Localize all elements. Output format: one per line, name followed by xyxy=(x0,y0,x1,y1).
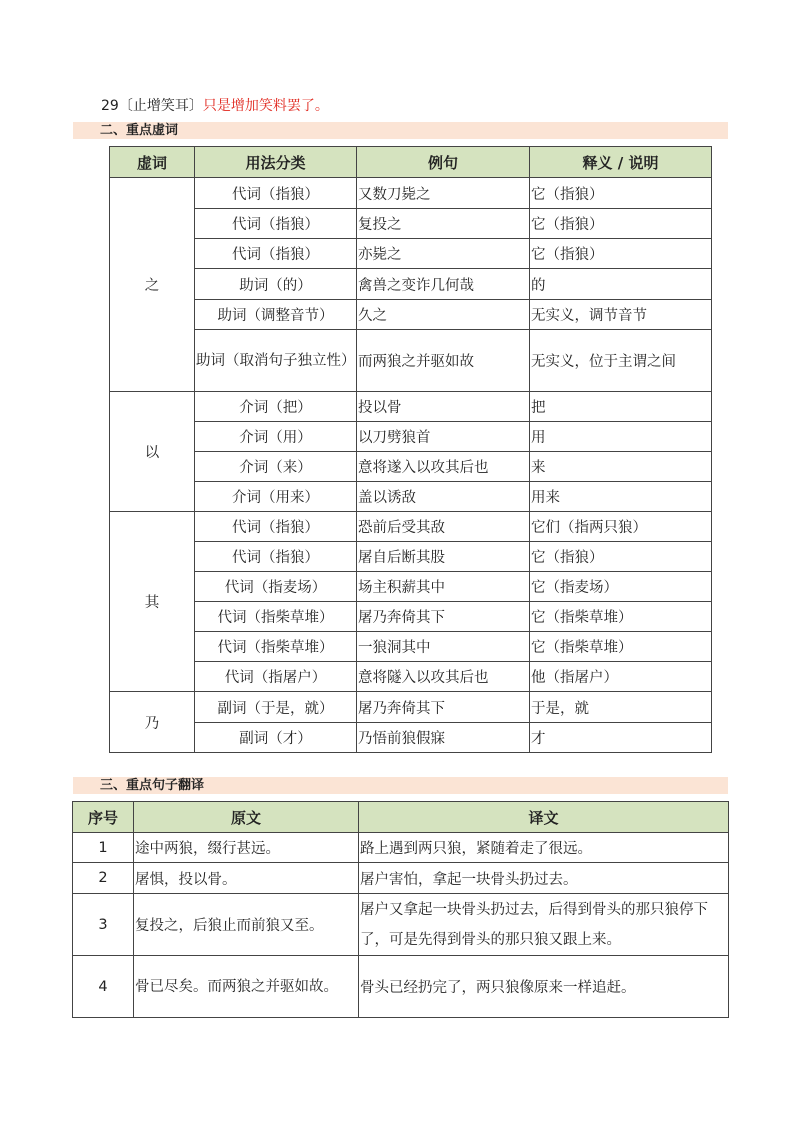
example-cell: 一狼洞其中 xyxy=(357,632,530,662)
usage-cell: 代词（指狼） xyxy=(195,239,357,269)
usage-cell: 代词（指狼） xyxy=(195,542,357,572)
usage-cell: 介词（用来） xyxy=(195,482,357,512)
header-cell: 序号 xyxy=(73,802,134,833)
example-cell: 盖以诱敌 xyxy=(357,482,530,512)
table-row xyxy=(110,422,712,452)
example-cell: 屠自后断其股 xyxy=(357,542,530,572)
example-cell: 又数刀毙之 xyxy=(357,178,530,209)
usage-cell: 代词（指屠户） xyxy=(195,662,357,692)
table-row xyxy=(110,239,712,269)
table-row xyxy=(110,572,712,602)
index-cell: 3 xyxy=(73,894,134,956)
example-cell: 禽兽之变诈几何哉 xyxy=(357,269,530,300)
table-row xyxy=(110,392,712,422)
translation-cell: 骨头已经扔完了，两只狼像原来一样追赶。 xyxy=(359,956,729,1018)
translation-cell: 屠户又拿起一块骨头扔过去，后得到骨头的那只狼停下了，可是先得到骨头的那只狼又跟上来。 xyxy=(359,894,729,956)
original-cell: 骨已尽矣。而两狼之并驱如故。 xyxy=(134,956,359,1018)
usage-cell: 副词（于是，就） xyxy=(195,692,357,723)
translation-cell: 屠户害怕，拿起一块骨头扔过去。 xyxy=(359,863,729,894)
example-cell: 场主积薪其中 xyxy=(357,572,530,602)
usage-cell: 介词（用） xyxy=(195,422,357,452)
example-cell: 以刀劈狼首 xyxy=(357,422,530,452)
meaning-cell: 它（指狼） xyxy=(530,542,712,572)
header-cell: 释义 / 说明 xyxy=(530,147,712,178)
meaning-cell: 的 xyxy=(530,269,712,300)
meaning-cell: 它（指柴草堆） xyxy=(530,632,712,662)
word-cell: 其 xyxy=(110,512,195,692)
table-row xyxy=(110,209,712,239)
meaning-cell: 把 xyxy=(530,392,712,422)
original-cell: 屠惧，投以骨。 xyxy=(134,863,359,894)
usage-cell: 代词（指柴草堆） xyxy=(195,632,357,662)
table-row xyxy=(73,863,729,894)
xuci-table xyxy=(109,146,712,753)
meaning-cell: 它（指狼） xyxy=(530,178,712,209)
meaning-cell: 它们（指两只狼） xyxy=(530,512,712,542)
meaning-cell: 于是，就 xyxy=(530,692,712,723)
juzi-header-row xyxy=(73,802,729,833)
usage-cell: 助词（调整音节） xyxy=(195,300,357,330)
meaning-cell: 才 xyxy=(530,723,712,753)
table-row xyxy=(110,692,712,723)
table-row xyxy=(73,833,729,863)
section-title-xuci: 二、重点虚词 xyxy=(73,122,728,139)
example-cell: 乃悟前狼假寐 xyxy=(357,723,530,753)
meaning-cell: 它（指狼） xyxy=(530,209,712,239)
meaning-cell: 用 xyxy=(530,422,712,452)
example-cell: 屠乃奔倚其下 xyxy=(357,692,530,723)
example-cell: 亦毙之 xyxy=(357,239,530,269)
word-cell: 之 xyxy=(110,178,195,392)
example-cell: 复投之 xyxy=(357,209,530,239)
juzi-table xyxy=(72,801,729,1018)
table-row xyxy=(110,482,712,512)
example-cell: 而两狼之并驱如故 xyxy=(357,330,530,392)
table-row xyxy=(110,542,712,572)
header-cell: 译文 xyxy=(359,802,729,833)
table-row xyxy=(73,956,729,1018)
header-cell: 原文 xyxy=(134,802,359,833)
usage-cell: 介词（来） xyxy=(195,452,357,482)
note-red-text: 只是增加笑料罢了。 xyxy=(202,98,329,114)
index-cell: 1 xyxy=(73,833,134,863)
example-cell: 屠乃奔倚其下 xyxy=(357,602,530,632)
table-row xyxy=(110,602,712,632)
usage-cell: 代词（指狼） xyxy=(195,512,357,542)
meaning-cell: 它（指狼） xyxy=(530,239,712,269)
table-row xyxy=(110,662,712,692)
usage-cell: 介词（把） xyxy=(195,392,357,422)
note-line xyxy=(101,96,329,116)
usage-cell: 副词（才） xyxy=(195,723,357,753)
usage-cell: 代词（指狼） xyxy=(195,209,357,239)
index-cell: 4 xyxy=(73,956,134,1018)
example-cell: 意将隧入以攻其后也 xyxy=(357,662,530,692)
section-title-juzi: 三、重点句子翻译 xyxy=(73,777,728,794)
table-row xyxy=(110,178,712,209)
example-cell: 意将遂入以攻其后也 xyxy=(357,452,530,482)
meaning-cell: 它（指柴草堆） xyxy=(530,602,712,632)
meaning-cell: 无实义，调节音节 xyxy=(530,300,712,330)
xuci-header-row xyxy=(110,147,712,178)
meaning-cell: 用来 xyxy=(530,482,712,512)
usage-cell: 代词（指狼） xyxy=(195,178,357,209)
example-cell: 久之 xyxy=(357,300,530,330)
index-cell: 2 xyxy=(73,863,134,894)
table-row xyxy=(110,512,712,542)
table-row xyxy=(110,632,712,662)
header-cell: 用法分类 xyxy=(195,147,357,178)
translation-cell: 路上遇到两只狼，紧随着走了很远。 xyxy=(359,833,729,863)
example-cell: 恐前后受其敌 xyxy=(357,512,530,542)
original-cell: 复投之，后狼止而前狼又至。 xyxy=(134,894,359,956)
meaning-cell: 无实义，位于主谓之间 xyxy=(530,330,712,392)
usage-cell: 助词（的） xyxy=(195,269,357,300)
table-row xyxy=(110,269,712,300)
word-cell: 乃 xyxy=(110,692,195,753)
header-cell: 例句 xyxy=(357,147,530,178)
table-row xyxy=(73,894,729,956)
original-cell: 途中两狼，缀行甚远。 xyxy=(134,833,359,863)
header-cell: 虚词 xyxy=(110,147,195,178)
usage-cell: 代词（指麦场） xyxy=(195,572,357,602)
note-prefix: 29〔止增笑耳〕 xyxy=(101,98,203,114)
table-row xyxy=(110,330,712,392)
meaning-cell: 来 xyxy=(530,452,712,482)
usage-cell: 助词（取消句子独立性） xyxy=(195,330,357,392)
meaning-cell: 他（指屠户） xyxy=(530,662,712,692)
table-row xyxy=(110,300,712,330)
meaning-cell: 它（指麦场） xyxy=(530,572,712,602)
word-cell: 以 xyxy=(110,392,195,512)
usage-cell: 代词（指柴草堆） xyxy=(195,602,357,632)
table-row xyxy=(110,723,712,753)
table-row xyxy=(110,452,712,482)
example-cell: 投以骨 xyxy=(357,392,530,422)
